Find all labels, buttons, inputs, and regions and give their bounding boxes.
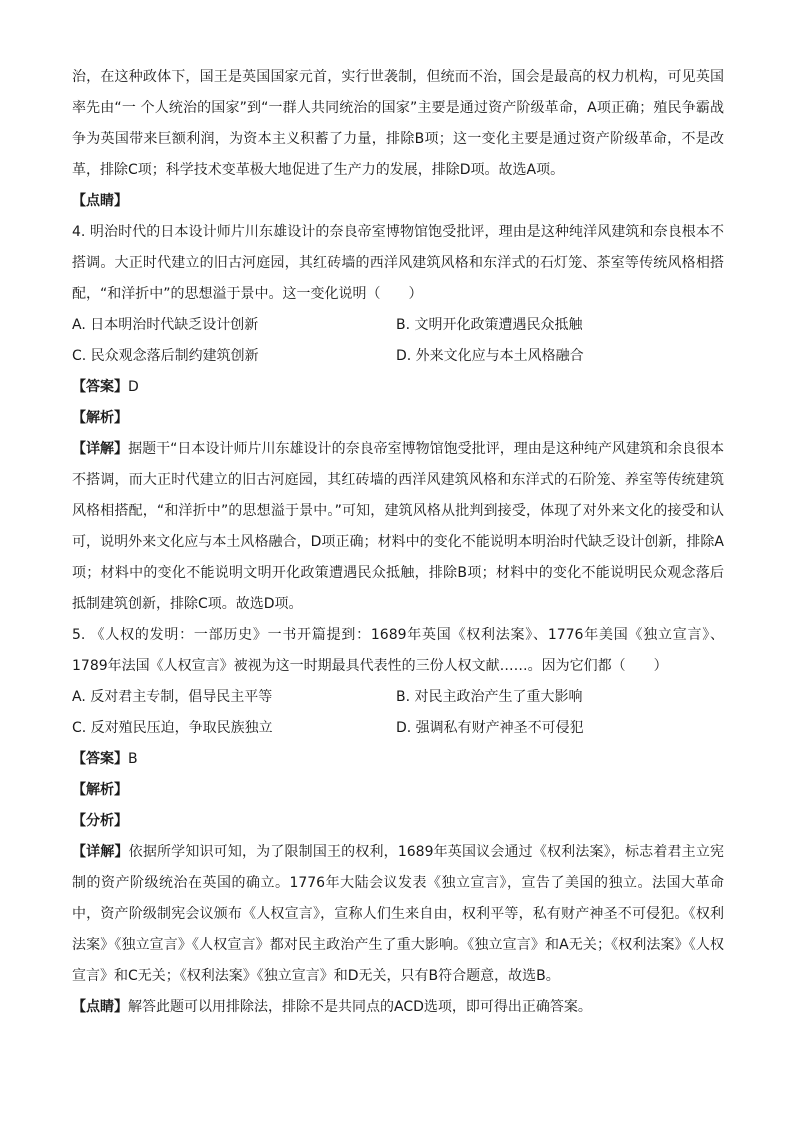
q5-option-b: B. 对民主政治产生了重大影响 — [396, 689, 583, 705]
answer-value: D — [128, 379, 139, 395]
q5-analysis-label: 【解析】 — [72, 782, 128, 798]
q4-option-b: B. 文明开化政策遭遇民众抵触 — [396, 317, 583, 333]
q5-answer — [72, 744, 724, 775]
dianjing-text: 解答此题可以用排除法，排除不是共同点的ACD选项，即可得出正确答案。 — [128, 999, 592, 1015]
q4-answer — [72, 372, 724, 403]
question-5-stem: 5. 《人权的发明：一部历史》一书开篇提到：1689年英国《权利法案》、1776年美国《独立宣言》、1789年法国《人权宣言》被视为这一时期最具代表性的三份人权文献……。因为它们都（ ） — [72, 627, 724, 674]
question-4-options — [72, 310, 724, 372]
detail-label: 【详解】 — [72, 441, 129, 457]
q4-option-a: A. 日本明治时代缺乏设计创新 — [72, 317, 259, 333]
dianjing-label: 【点睛】 — [72, 999, 128, 1015]
detail-text: 据题干“日本设计师片川东雄设计的奈良帝室博物馆饱受批评，理由是这种纯产风建筑和余良很本不搭调，而大正时代建立的旧古河庭园，其红砖墙的西洋风建筑风格和东洋式的石阶笼、养室等传统建筑风格相搭配，“和洋折中”的思想溢于景中。”可知，建筑风格从批判到接受，体现了对外来文化的接受和认可，说明外来文化应与本土风格融合，D项正确；材料中的变化不能说明本明治时代缺乏设计创新，排除A项；材料中的变化不能说明文明开化政策遭遇民众抵触，排除B项；材料中的变化不能说明民众观念落后抵制建筑创新，排除C项。故选D项。 — [72, 441, 724, 612]
q5-option-d: D. 强调私有财产神圣不可侵犯 — [396, 720, 584, 736]
document-page — [72, 62, 724, 1023]
q5-option-a: A. 反对君主专制，倡导民主平等 — [72, 689, 273, 705]
q4-detail — [72, 434, 724, 620]
answer-label: 【答案】 — [72, 379, 128, 395]
question-5-options — [72, 682, 724, 744]
previous-explanation-text: 治，在这种政体下，国王是英国国家元首，实行世袭制，但统而不治，国会是最高的权力机构，可见英国率先由“一 个人统治的国家”到“一群人共同统治的国家”主要是通过资产阶级革命，A项正确；殖民争霸战争为英国带来巨额利润，为资本主义积蓄了力量，排除B项；这一变化主要是通过资产阶级革命，不是改革，排除C项；科学技术变革极大地促进了生产力的发展，排除D项。故选A项。 — [72, 69, 724, 178]
answer-label: 【答案】 — [72, 751, 128, 767]
answer-value: B — [128, 751, 138, 767]
q5-fenxi-label: 【分析】 — [72, 813, 128, 829]
q4-option-c: C. 民众观念落后制约建筑创新 — [72, 348, 259, 364]
detail-label: 【详解】 — [72, 844, 129, 860]
dianjing-label: 【点睛】 — [72, 193, 128, 209]
q5-option-c: C. 反对殖民压迫，争取民族独立 — [72, 720, 273, 736]
q4-option-d: D. 外来文化应与本土风格融合 — [396, 348, 584, 364]
q5-detail — [72, 837, 724, 992]
question-4-stem: 4. 明治时代的日本设计师片川东雄设计的奈良帝室博物馆饱受批评，理由是这种纯洋风建筑和奈良根本不搭调。大正时代建立的旧古河庭园，其红砖墙的西洋风建筑风格和东洋式的石灯笼、茶室等传统风格相搭配，“和洋折中”的思想溢于景中。这一变化说明（ ） — [72, 224, 724, 302]
q5-dianjing — [72, 992, 724, 1023]
detail-text: 依据所学知识可知，为了限制国王的权利，1689年英国议会通过《权利法案》，标志着君主立宪制的资产阶级统治在英国的确立。1776年大陆会议发表《独立宣言》，宣告了美国的独立。法国大革命中，资产阶级制宪会议颁布《人权宣言》，宣称人们生来自由，权利平等，私有财产神圣不可侵犯。《权利法案》《独立宣言》《人权宣言》都对民主政治产生了重大影响。《独立宣言》和A无关；《权利法案》《人权宣言》和C无关；《权利法案》《独立宣言》和D无关，只有B符合题意，故选B。 — [72, 844, 724, 984]
q4-analysis-label: 【解析】 — [72, 410, 128, 426]
